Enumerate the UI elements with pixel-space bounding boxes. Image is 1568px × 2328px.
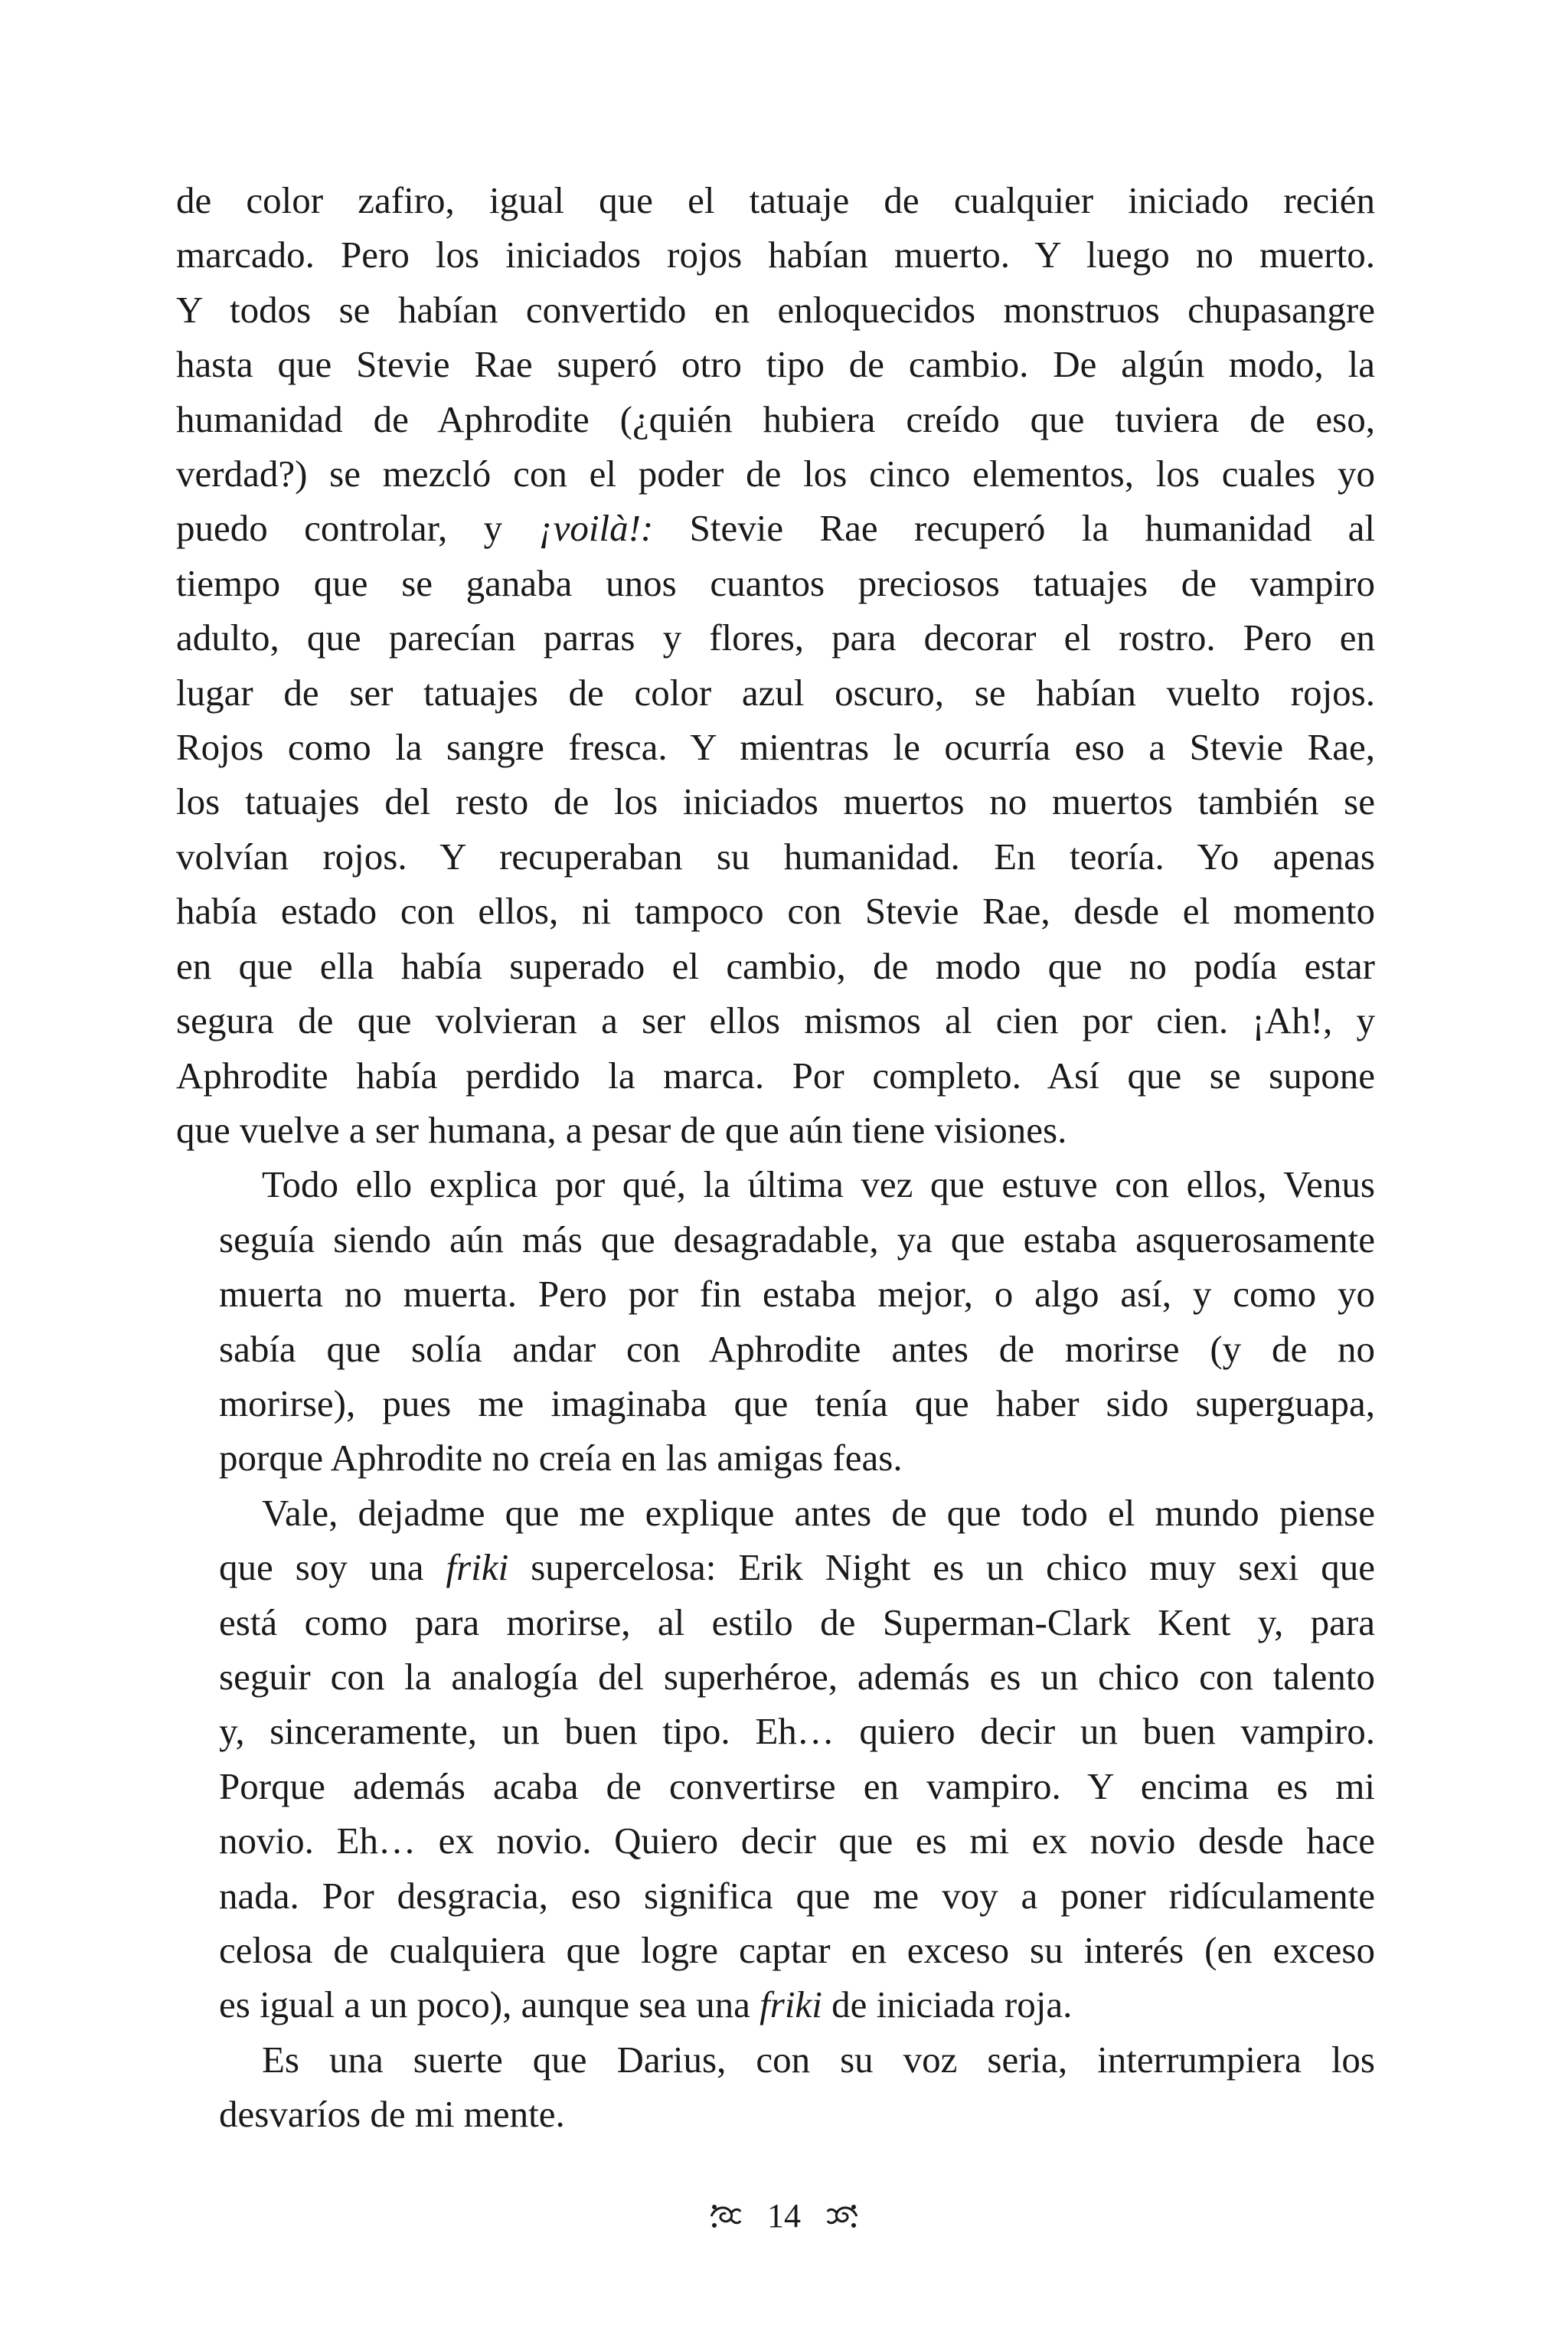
text-line	[176, 774, 1375, 829]
text-line	[176, 939, 1375, 993]
italic-text: friki	[446, 1546, 509, 1589]
text-line	[176, 1650, 1375, 1704]
line-text: Rojos como la sangre fresca. Y mientras le ocurría eso a Stevie Rae,	[176, 726, 1375, 769]
line-text: novio. Eh… ex novio. Quiero decir que es mi ex novio desde hace	[219, 1820, 1375, 1862]
line-text: y, sinceramente, un buen tipo. Eh… quiero decir un buen vampiro.	[219, 1710, 1375, 1753]
line-text: celosa de cualquiera que logre captar en exceso su interés (en exceso	[219, 1929, 1375, 1971]
text-line	[176, 720, 1375, 774]
text-line	[176, 173, 1375, 227]
text-line	[176, 283, 1375, 337]
line-text: desvaríos de mi mente.	[219, 2093, 565, 2136]
line-text: los tatuajes del resto de los iniciados muertos no muertos también se	[176, 780, 1375, 823]
page-footer	[0, 2190, 1568, 2239]
text-line	[176, 1977, 1375, 2032]
line-text: es igual a un poco), aunque sea una	[219, 1983, 760, 2026]
text-line	[176, 993, 1375, 1048]
line-text: de color zafiro, igual que el tatuaje de cualquier iniciado recién	[176, 179, 1375, 221]
line-text: morirse), pues me imaginaba que tenía que haber sido superguapa,	[219, 1381, 1375, 1424]
italic-text: friki	[760, 1983, 822, 2026]
body-paragraph	[176, 1157, 1375, 1485]
fleuron-left-icon	[708, 2201, 742, 2232]
italic-text: ¡voilà!:	[538, 507, 654, 550]
line-text: lugar de ser tatuajes de color azul oscuro, se habían vuelto rojos.	[176, 671, 1375, 714]
line-text: sabía que solía andar con Aphrodite antes de morirse (y de no	[219, 1327, 1375, 1370]
line-text: Vale, dejadme que me explique antes de que todo el mundo piense	[262, 1491, 1375, 1534]
text-line	[176, 1376, 1375, 1430]
line-text: en que ella había superado el cambio, de modo que no podía estar	[176, 944, 1375, 987]
text-line	[176, 1430, 1375, 1485]
text-line	[176, 227, 1375, 282]
line-text: seguir con la analogía del superhéroe, además es un chico con talento	[219, 1655, 1375, 1698]
line-text: volvían rojos. Y recuperaban su humanidad. En teoría. Yo apenas	[176, 835, 1375, 878]
line-text: Porque además acaba de convertirse en vampiro. Y encima es mi	[219, 1764, 1375, 1807]
text-line	[176, 2032, 1375, 2087]
text-line	[176, 610, 1375, 665]
text-line	[176, 1103, 1375, 1157]
page-number: 14	[767, 2196, 801, 2235]
text-line	[176, 1704, 1375, 1758]
line-text: puedo controlar, y	[176, 507, 539, 550]
line-text: seguía siendo aún más que desagradable, ya que estaba asquerosamente	[219, 1218, 1375, 1260]
line-text: porque Aphrodite no creía en las amigas feas.	[219, 1437, 903, 1480]
line-text: Y todos se habían convertido en enloquecidos monstruos chupasangre	[176, 288, 1375, 331]
text-line	[176, 829, 1375, 884]
line-text: de iniciada roja.	[822, 1983, 1073, 2026]
body-paragraph	[176, 173, 1375, 1157]
text-line	[176, 1212, 1375, 1267]
text-line	[176, 1322, 1375, 1376]
fleuron-right-icon	[826, 2201, 860, 2232]
page-body	[176, 173, 1375, 2142]
text-line	[176, 1869, 1375, 1923]
text-line	[176, 446, 1375, 501]
text-line	[176, 1048, 1375, 1103]
text-line	[176, 1813, 1375, 1868]
line-text: adulto, que parecían parras y flores, para decorar el rostro. Pero en	[176, 616, 1375, 659]
text-line	[176, 501, 1375, 555]
body-paragraph	[176, 2032, 1375, 2142]
line-text: que soy una	[219, 1546, 446, 1589]
line-text: Aphrodite había perdido la marca. Por completo. Así que se supone	[176, 1054, 1375, 1097]
line-text: nada. Por desgracia, eso significa que me voy a poner ridículamente	[219, 1874, 1375, 1917]
text-line	[176, 2087, 1375, 2141]
line-text: humanidad de Aphrodite (¿quién hubiera creído que tuviera de eso,	[176, 397, 1375, 440]
line-text: hasta que Stevie Rae superó otro tipo de cambio. De algún modo, la	[176, 343, 1375, 386]
line-text: tiempo que se ganaba unos cuantos preciosos tatuajes de vampiro	[176, 561, 1375, 604]
text-line	[176, 884, 1375, 938]
text-line	[176, 337, 1375, 391]
line-text: marcado. Pero los iniciados rojos habían muerto. Y luego no muerto.	[176, 234, 1375, 276]
line-text: supercelosa: Erik Night es un chico muy sexi que	[508, 1546, 1375, 1589]
text-line	[176, 1540, 1375, 1594]
text-line	[176, 1157, 1375, 1211]
line-text: está como para morirse, al estilo de Superman-Clark Kent y, para	[219, 1600, 1375, 1643]
line-text: segura de que volvieran a ser ellos mismos al cien por cien. ¡Ah!, y	[176, 999, 1375, 1042]
text-line	[176, 665, 1375, 720]
text-line	[176, 1595, 1375, 1650]
text-line	[176, 1759, 1375, 1813]
text-line	[176, 1267, 1375, 1321]
line-text: Es una suerte que Darius, con su voz seria, interrumpiera los	[262, 2038, 1375, 2081]
text-line	[176, 1923, 1375, 1977]
line-text: verdad?) se mezcló con el poder de los cinco elementos, los cuales yo	[176, 453, 1375, 495]
text-line	[176, 1486, 1375, 1540]
line-text: que vuelve a ser humana, a pesar de que aún tiene visiones.	[176, 1108, 1067, 1151]
line-text: muerta no muerta. Pero por fin estaba mejor, o algo así, y como yo	[219, 1273, 1375, 1316]
body-paragraph	[176, 1486, 1375, 2032]
line-text: había estado con ellos, ni tampoco con Stevie Rae, desde el momento	[176, 890, 1375, 933]
text-line	[176, 392, 1375, 446]
text-line	[176, 556, 1375, 610]
line-text: Stevie Rae recuperó la humanidad al	[653, 507, 1375, 550]
line-text: Todo ello explica por qué, la última vez que estuve con ellos, Venus	[262, 1163, 1375, 1206]
